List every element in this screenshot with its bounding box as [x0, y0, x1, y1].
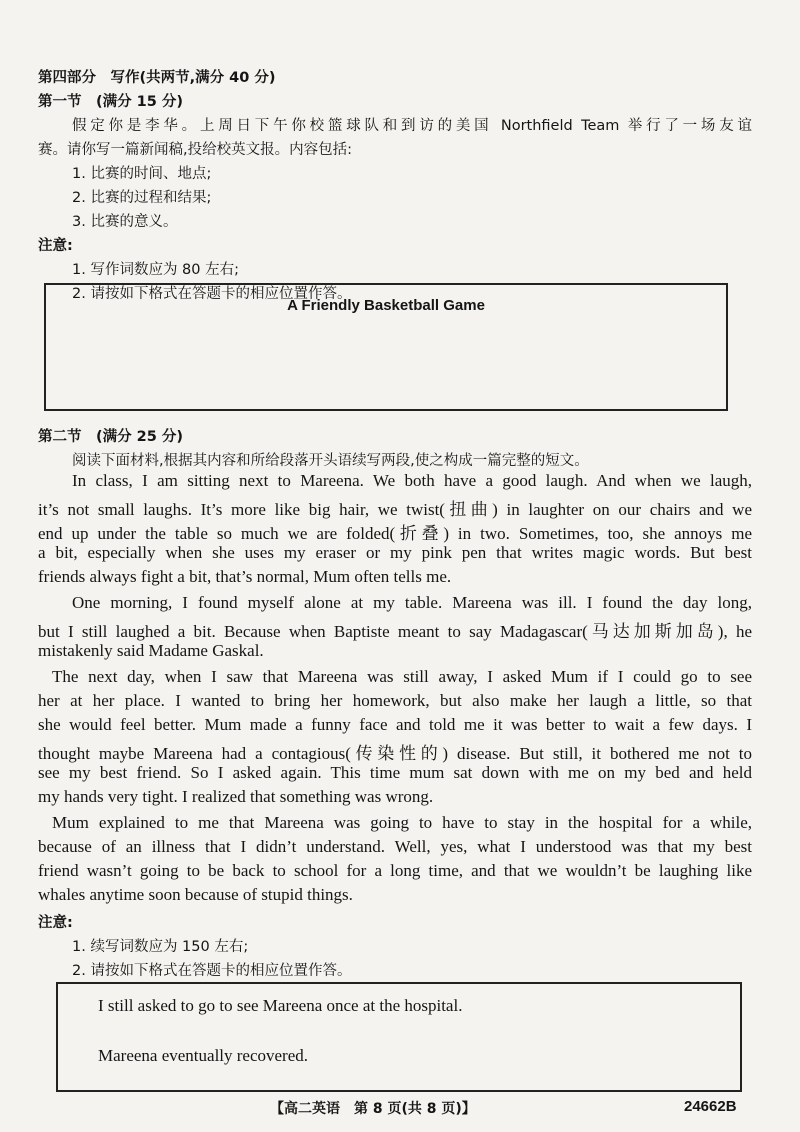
passage-line: friend wasn’t going to be back to school for a long time, and that we wouldn’t be laughing like — [38, 861, 752, 880]
passage-line: friends always fight a bit, that’s normal, Mum often tells me. — [38, 567, 452, 586]
passage-line: mistakenly said Madame Gaskal. — [38, 641, 264, 660]
passage-line: her at her place. I wanted to bring her homework, but also make her laugh a little, so that — [38, 691, 752, 710]
section1-answer-box — [44, 283, 728, 411]
passage-line: whales anytime soon because of stupid things. — [38, 885, 353, 904]
section1-note-label: 注意: — [38, 238, 73, 254]
passage-line: One morning, I found myself alone at my table. Mareena was ill. I found the day long, — [72, 593, 752, 612]
section1-item: 1. 比赛的时间、地点; — [72, 166, 212, 182]
section2-intro: 阅读下面材料,根据其内容和所给段落开头语续写两段,使之构成一篇完整的短文。 — [72, 453, 589, 469]
section1-prompt-line2: 赛。请你写一篇新闻稿,投给校英文报。内容包括: — [38, 142, 352, 158]
section1-item: 3. 比赛的意义。 — [72, 214, 178, 230]
passage-line: The next day, when I saw that Mareena was still away, I asked Mum if I could go to see — [52, 667, 752, 686]
passage-line: end up under the table so much we are folded(折叠) in two. Sometimes, too, she annoys me — [38, 524, 752, 543]
page-footer: 【高二英语 第 8 页(共 8 页)】 — [270, 1101, 476, 1117]
passage-line: my hands very tight. I realized that something was wrong. — [38, 787, 434, 806]
section1-note: 2. 请按如下格式在答题卡的相应位置作答。 — [72, 286, 352, 302]
section1-item: 2. 比赛的过程和结果; — [72, 190, 212, 206]
passage-line: see my best friend. So I asked again. This time mum sat down with me on my bed and held — [38, 763, 752, 782]
section2-heading: 第二节 (满分 25 分) — [38, 429, 184, 445]
section1-prompt-line1: 假定你是李华。上周日下午你校篮球队和到访的美国 Northfield Team 举行了一场友谊 — [72, 118, 752, 134]
section1-note: 1. 写作词数应为 80 左右; — [72, 262, 239, 278]
paper-code: 24662B — [684, 1098, 737, 1115]
answer-box-title: A Friendly Basketball Game — [287, 297, 485, 314]
passage-line: because of an illness that I didn’t understand. Well, yes, what I understood was that my best — [38, 837, 752, 856]
passage-line: thought maybe Mareena had a contagious(传染性的) disease. But still, it bothered me not to — [38, 744, 752, 763]
passage-line: a bit, especially when she uses my eraser or my pink pen that writes magic words. But best — [38, 543, 752, 562]
section2-note: 2. 请按如下格式在答题卡的相应位置作答。 — [72, 963, 352, 979]
passage-line: but I still laughed a bit. Because when Baptiste meant to say Madagascar(马达加斯加岛), he — [38, 622, 752, 641]
passage-line: In class, I am sitting next to Mareena. We both have a good laugh. And when we laugh, — [72, 471, 752, 490]
passage-line: it’s not small laughs. It’s more like big hair, we twist(扭曲) in laughter on our chairs and we — [38, 500, 752, 519]
section2-note: 1. 续写词数应为 150 左右; — [72, 939, 249, 955]
section2-note-label: 注意: — [38, 915, 73, 931]
section1-heading: 第一节 (满分 15 分) — [38, 94, 184, 110]
section2-answer-box — [56, 982, 742, 1092]
passage-line: Mum explained to me that Mareena was going to have to stay in the hospital for a while, — [52, 813, 752, 832]
passage-line: she would feel better. Mum made a funny face and told me it was better to wait a few days. I — [38, 715, 752, 734]
part4-title: 第四部分 写作(共两节,满分 40 分) — [38, 70, 276, 86]
paragraph-opening-1: I still asked to go to see Mareena once at the hospital. — [98, 996, 463, 1015]
paragraph-opening-2: Mareena eventually recovered. — [98, 1046, 309, 1065]
